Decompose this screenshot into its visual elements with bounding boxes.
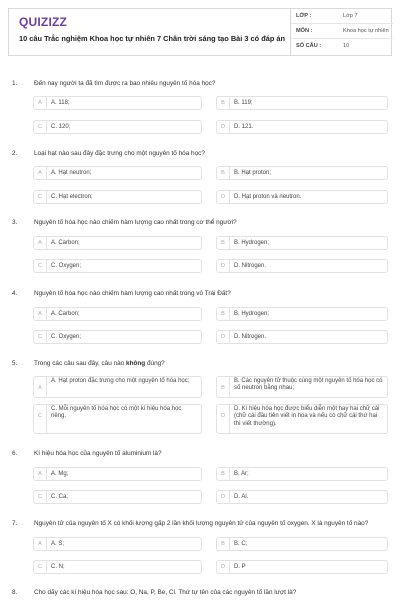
question-text-part: đúng?	[145, 360, 165, 367]
option-text: B. Ar;	[234, 471, 249, 477]
option-b[interactable]	[216, 376, 388, 398]
meta-key: MÔN :	[296, 28, 313, 34]
option-text: A. Carbon;	[51, 240, 80, 246]
option-a[interactable]	[33, 537, 202, 551]
option-letter: D	[217, 331, 230, 343]
option-letter: A	[34, 97, 47, 109]
option-letter: C	[34, 260, 47, 272]
option-text: A. Hạt proton đặc trưng cho một nguyên tố hóa học;	[51, 378, 190, 384]
option-text: D. Al.	[234, 494, 249, 500]
option-d[interactable]	[216, 330, 388, 344]
option-text: C. Hạt electron;	[51, 194, 93, 200]
question-text: Cho dãy các kí hiệu hóa học sau: O, Na, P, Be, Cl. Thứ tự tên của các nguyên tố lần lượt là?	[34, 589, 297, 596]
option-letter: D	[217, 405, 230, 433]
option-text: D. Nitrogen.	[234, 263, 267, 269]
meta-table	[290, 9, 393, 55]
option-d[interactable]	[216, 404, 388, 434]
option-b[interactable]	[216, 467, 388, 481]
option-letter: B	[217, 308, 230, 320]
option-letter: B	[217, 377, 230, 397]
question-text	[34, 360, 390, 368]
option-text: A. 118;	[51, 100, 70, 106]
option-text: C. N;	[51, 564, 65, 570]
option-text: B. Hydrogen;	[234, 311, 270, 317]
option-text: C. Ca;	[51, 494, 69, 500]
option-text: D. 121.	[234, 124, 254, 130]
option-letter: C	[34, 405, 47, 433]
question-number: 5.	[12, 360, 18, 367]
option-b[interactable]	[216, 166, 388, 180]
meta-row-count	[291, 39, 393, 54]
meta-key: SỐ CÂU :	[296, 43, 322, 49]
option-letter: D	[217, 191, 230, 203]
option-letter: C	[34, 331, 47, 343]
quizizz-logo: QUIZIZZ	[19, 15, 68, 29]
option-a[interactable]	[33, 307, 202, 321]
meta-value: Khoa học tự nhiên	[343, 28, 389, 34]
option-text: B. 119;	[234, 100, 253, 106]
option-d[interactable]	[216, 560, 388, 574]
question-number: 8.	[12, 589, 18, 596]
option-letter: D	[217, 561, 230, 573]
meta-row-subject	[291, 24, 393, 39]
question-number: 7.	[12, 520, 18, 527]
option-text: C. Oxygen;	[51, 263, 82, 269]
option-text: D. Kí hiệu hóa học được biểu diễn một hay hai chữ cái (chữ cái đầu tiên viết in hoa và nếu có chữ cái thứ hai thì viết thường).	[234, 406, 380, 427]
option-letter: A	[34, 308, 47, 320]
option-a[interactable]	[33, 166, 202, 180]
option-text: B. C;	[234, 541, 248, 547]
option-b[interactable]	[216, 537, 388, 551]
option-letter: C	[34, 561, 47, 573]
question-text: Kí hiệu hóa học của nguyên tố aluminium là?	[34, 450, 162, 457]
question-text: Loại hạt nào sau đây đặc trưng cho một nguyên tố hóa học?	[34, 150, 205, 157]
worksheet-title: 10 câu Trắc nghiệm Khoa học tự nhiên 7 Chân trời sáng tạo Bài 3 có đáp án	[19, 34, 286, 43]
option-a[interactable]	[33, 376, 202, 398]
option-c[interactable]	[33, 404, 202, 434]
option-c[interactable]	[33, 190, 202, 204]
option-letter: A	[34, 167, 47, 179]
option-text: C. Oxygen;	[51, 334, 82, 340]
meta-value: Lớp 7	[343, 13, 358, 19]
option-letter: B	[217, 167, 230, 179]
option-letter: D	[217, 121, 230, 133]
option-text: B. Hydrogen;	[234, 240, 270, 246]
option-c[interactable]	[33, 120, 202, 134]
question-text-emphasis: không	[126, 360, 146, 367]
option-text: B. Hạt proton;	[234, 170, 272, 176]
question-number: 1.	[12, 80, 18, 87]
option-d[interactable]	[216, 190, 388, 204]
option-c[interactable]	[33, 490, 202, 504]
question-number: 6.	[12, 450, 18, 457]
option-text: A. Carbon;	[51, 311, 80, 317]
option-text: C. 120;	[51, 124, 71, 130]
option-letter: B	[217, 468, 230, 480]
option-letter: C	[34, 491, 47, 503]
option-c[interactable]	[33, 330, 202, 344]
meta-value: 10	[343, 43, 350, 49]
option-b[interactable]	[216, 96, 388, 110]
option-letter: D	[217, 491, 230, 503]
option-d[interactable]	[216, 259, 388, 273]
option-letter: A	[34, 377, 47, 397]
option-a[interactable]	[33, 236, 202, 250]
option-letter: C	[34, 121, 47, 133]
option-d[interactable]	[216, 120, 388, 134]
option-b[interactable]	[216, 307, 388, 321]
option-a[interactable]	[33, 96, 202, 110]
worksheet-header	[8, 8, 392, 56]
option-text: A. Mg;	[51, 471, 69, 477]
option-text: A. S;	[51, 541, 65, 547]
option-text: D. P	[234, 564, 246, 570]
question-number: 3.	[12, 219, 18, 226]
option-text: D. Hạt proton và neutron.	[234, 194, 302, 200]
question-text: Nguyên tử của nguyên tố X có khối lượng gấp 2 lần khối lượng nguyên tử của nguyên tố oxygen. X là nguyên tố nào?	[34, 520, 369, 527]
option-a[interactable]	[33, 467, 202, 481]
option-text: C. Mỗi nguyên tố hóa học có một kí hiệu hóa học riêng.	[51, 406, 182, 420]
option-letter: B	[217, 97, 230, 109]
option-letter: D	[217, 260, 230, 272]
question-text: Nguyên tố hóa học nào chiếm hàm lượng cao nhất trong vỏ Trái Đất?	[34, 290, 231, 297]
option-b[interactable]	[216, 236, 388, 250]
option-d[interactable]	[216, 490, 388, 504]
option-text: D. Nitrogen.	[234, 334, 267, 340]
option-letter: A	[34, 237, 47, 249]
option-letter: C	[34, 191, 47, 203]
question-text-part: Trong các câu sau đây, câu nào	[34, 360, 127, 367]
question-number: 2.	[12, 150, 18, 157]
option-c[interactable]	[33, 560, 202, 574]
option-c[interactable]	[33, 259, 202, 273]
question-number: 4.	[12, 290, 18, 297]
question-text: Nguyên tố hóa học nào chiếm hàm lượng cao nhất trong cơ thể người?	[34, 219, 237, 226]
option-letter: B	[217, 237, 230, 249]
option-letter: A	[34, 468, 47, 480]
question-text: Đến nay người ta đã tìm được ra bao nhiêu nguyên tố hóa học?	[34, 80, 216, 87]
option-text: B. Các nguyên tử thuộc cùng một nguyên tố hóa học có số neutron bằng nhau;	[234, 378, 383, 392]
option-text: A. Hạt neutron;	[51, 170, 92, 176]
option-letter: B	[217, 538, 230, 550]
meta-row-class	[291, 9, 393, 24]
option-letter: A	[34, 538, 47, 550]
meta-key: LỚP :	[296, 13, 312, 19]
